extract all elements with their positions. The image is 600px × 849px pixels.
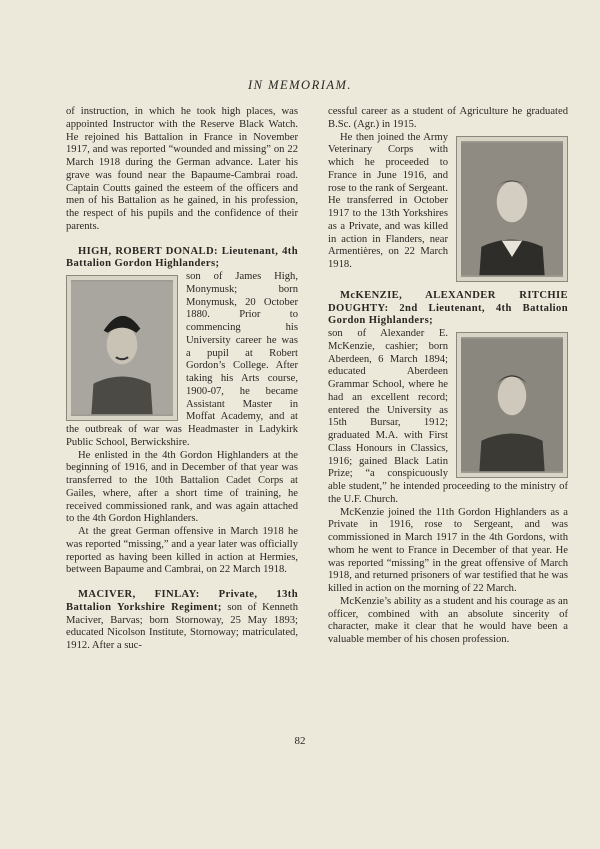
coutts-continuation: of instruction, in which he took high places, was appointed Instructor with the Reserve Black Watch. He rejoined his Battalion in France in November 1917, and was reported “wounded and missing” on 22 March 1918 during the German advance. Later his grave was found near the Bapaume-Cambrai road. Captain Coutts gained the esteem of the officers and men of his Battalion as he gained, in his profession, the respect of his pupils and the confidence of their parents. (66, 106, 298, 232)
mckenzie-tribute: McKenzie’s ability as a student and his courage as an officer, combined with an absolute sincerity of character, make it clear that he would have been a valuable member of his chosen profession. (328, 595, 568, 645)
page-number: 82 (294, 735, 306, 747)
high-service: He enlisted in the 4th Gordon Highlanders at the beginning of 1916, and in December of that year was transferred to the 10th Battalion Cadet Corps at Gailes, where, after a short time of training, he received commissioned rank, and was again attached to the 4th Gordon Highlanders. (66, 449, 298, 525)
high-heading: HIGH, ROBERT DONALD: Lieutenant, 4th Battalion Gordon Highlanders; (66, 245, 298, 270)
maciver-bio: son of Kenneth Maciver, Barvas; born Stornoway, 25 May 1893; educated Nicolson Institute, Stornoway; matriculated, 1912. After a suc- (66, 601, 299, 651)
maciver-continuation: cessful career as a student of Agriculture he graduated B.Sc. (Agr.) in 1915. (328, 106, 568, 130)
maciver-portrait (456, 136, 568, 282)
mckenzie-bio: son of Alexander E. McKenzie, cashier; born Aberdeen, 6 March 1894; educated Aberdeen Grammar School, where he had an excellent record; entered the University as 15th Bursar, 1912; graduated M.A. with First Class Honours in Classics, 1916; gained Black Latin Prize; “a conspicuously able student,” he intended proceeding to the ministry of the U.F. Church. (328, 328, 568, 505)
mckenzie-portrait (456, 332, 568, 478)
mckenzie-heading-para (328, 290, 568, 328)
portrait-image (461, 141, 563, 277)
high-entry (66, 246, 298, 272)
portrait-image (71, 280, 173, 416)
left-column (66, 106, 298, 653)
mckenzie-heading: McKENZIE, ALEXANDER RITCHIE DOUGHTY: 2nd Lieutenant, 4th Battalion Gordon Highlanders; (328, 289, 568, 327)
mckenzie-service: McKenzie joined the 11th Gordon Highlanders as a Private in 1916, rose to Sergeant, and was commissioned in March 1917 in the 4th Gordons, with whom he went to France in December of that year. He was reported “missing” in the great offensive of March 1918, and returned prisoners of war testified that he was killed in action on the morning of 22 March. (328, 506, 568, 594)
high-bio-text: son of James High, Monymusk; born Monymusk, 20 October 1880. Prior to commencing his University career he was a pupil at Robert Gordon’s College. After taking his Arts course, 1900-07, he became Assistant Master in Moffat Academy, and at the outbreak of war was Headmaster in Ladykirk Public School, Berwickshire. (66, 271, 298, 448)
maciver-heading: MACIVER, FINLAY: Private, 13th Battalion Yorkshire Regiment; (66, 589, 298, 613)
maciver-service: He then joined the Army Veterinary Corps with which he proceeded to France in June 1916, and rose to the rank of Sergeant. He transferred in October 1917 to the 13th Yorkshires as a Private, and was killed in action in Flanders, near Armentières, on 22 March 1918. (328, 131, 448, 270)
high-death: At the great German offensive in March 1918 he was reported “missing,” and a year later was officially reported as having been killed in action at Hermies, between Bapaume and Cambrai, on 22 March 1918. (66, 526, 298, 576)
high-portrait (66, 275, 178, 421)
portrait-image (461, 337, 563, 473)
running-header: IN MEMORIAM. (247, 78, 353, 92)
maciver-entry (66, 589, 298, 653)
right-column (328, 106, 568, 647)
